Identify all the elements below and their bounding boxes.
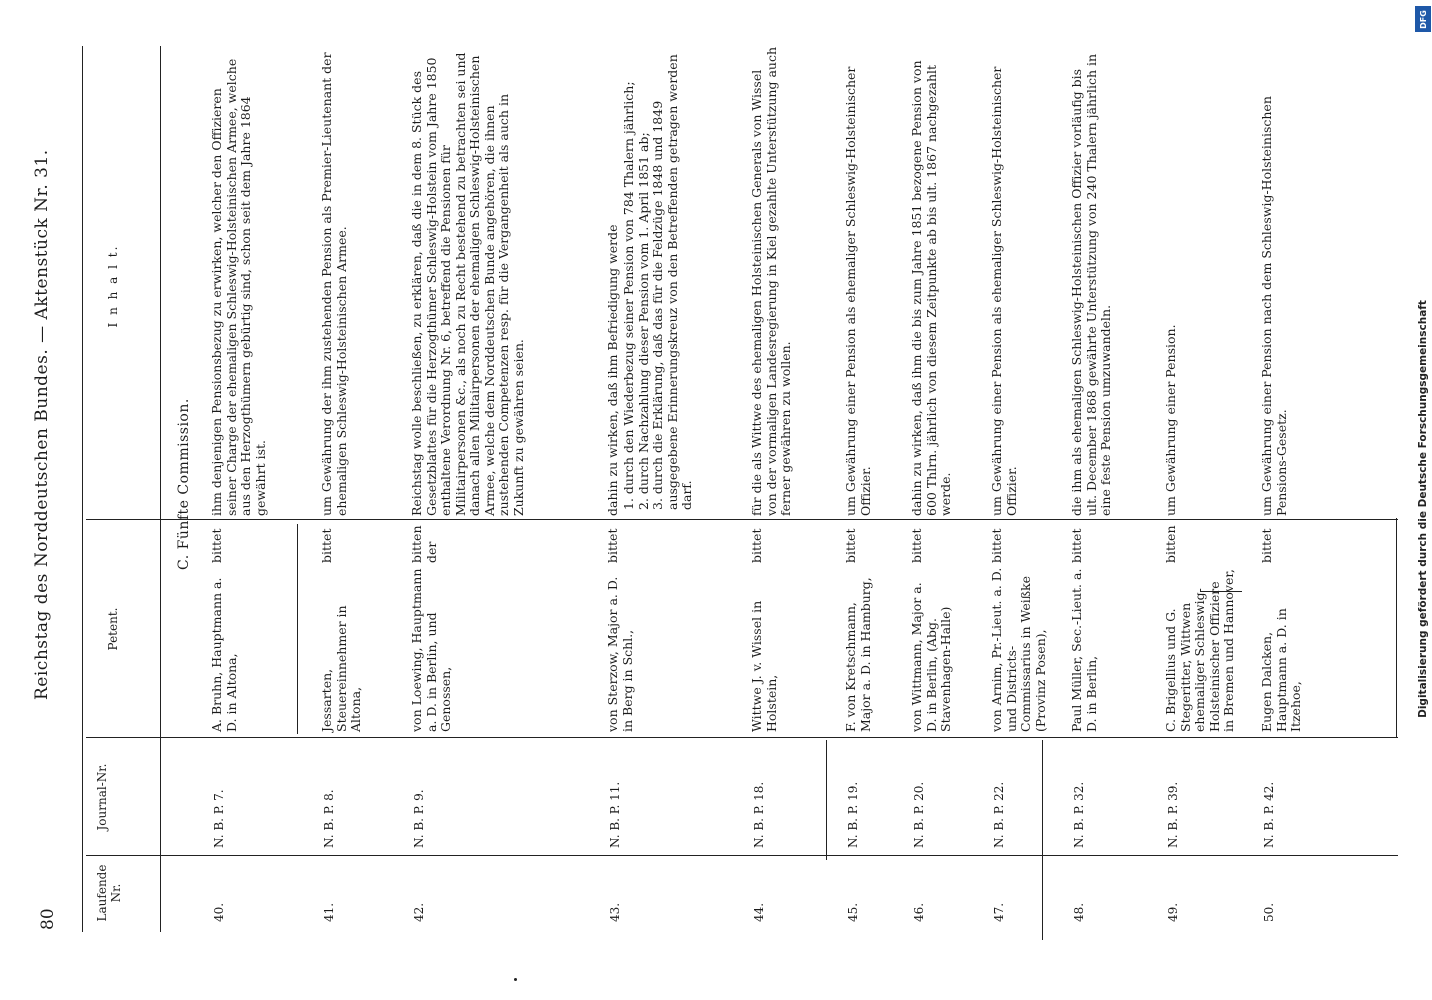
row-number: 40. bbox=[212, 902, 226, 922]
row-number: 42. bbox=[412, 902, 426, 922]
column-rule-1 bbox=[86, 855, 1398, 856]
request-verb: bittet bbox=[749, 528, 764, 563]
content-text: um Gewährung der ihm zustehenden Pension als Premier-Lieutenant der ehemaligen Schleswig-Holsteinischen Armee. bbox=[319, 52, 349, 516]
row-number: 49. bbox=[1166, 902, 1180, 922]
section-title: C. Fünfte Commission. bbox=[176, 398, 192, 570]
journal-number: N. B. P. 22. bbox=[992, 781, 1006, 848]
bracket-rule bbox=[1200, 591, 1242, 592]
row-number: 41. bbox=[322, 902, 336, 922]
dfg-logo: DFG bbox=[1415, 6, 1431, 32]
content-text: um Gewährung einer Pension als ehemaliger Schleswig-Holsteinischer Offizier. bbox=[843, 66, 873, 516]
column-rule-3 bbox=[86, 519, 1398, 520]
petitioner: F. von Kretschmann, Major a. D. in Hamburg, bbox=[843, 577, 873, 732]
petitioner: von Loewing, Hauptmann a. D. in Berlin, und Genossen, bbox=[409, 568, 453, 732]
content-text: ihm denjenigen Pensionsbezug zu erwirken, welcher den Offizieren seiner Charge der ehemaligen Schleswig-Holsteinischen Armee, welche aus den Herzogthümern gebürtig sind, schon seit dem Jahre 1864 gewährt ist. bbox=[209, 58, 268, 516]
journal-number: N. B. P. 18. bbox=[752, 781, 766, 848]
content-text: um Gewährung einer Pension nach dem Schleswig-Holsteinischen Pensions-Gesetz. bbox=[1259, 96, 1289, 516]
content-text: die ihm als ehemaligen Schleswig-Holsteinischen Offizier vorläufig bis ult. December 1868 gewährte Unterstützung von 240 Thalern jährlich in eine feste Pension umzuwandeln. bbox=[1069, 53, 1113, 516]
col-header-journal: Journal-Nr. bbox=[95, 763, 109, 831]
request-verb: bittet bbox=[319, 528, 334, 563]
journal-number: N. B. P. 39. bbox=[1166, 781, 1180, 848]
row-divider bbox=[826, 740, 827, 860]
row-number: 44. bbox=[752, 902, 766, 922]
journal-number: N. B. P. 11. bbox=[608, 781, 622, 848]
journal-number: N. B. P. 20. bbox=[912, 781, 926, 848]
request-verb: bittet bbox=[209, 528, 224, 563]
row-number: 47. bbox=[992, 902, 1006, 922]
digitization-credit-text: Digitalisierung gefördert durch die Deutsche Forschungsgemeinschaft bbox=[1417, 300, 1429, 718]
column-rule-2 bbox=[86, 737, 1398, 738]
petitioner: Jessarten, Steuereinnehmer in Altona, bbox=[319, 605, 363, 732]
content-text: dahin zu wirken, daß ihm die bis zum Jahre 1851 bezogene Pension von 600 Thlrn. jährlich von diesem Zeitpunkte ab bis ult. 1867 nachgezahlt werde. bbox=[909, 60, 953, 516]
petitioner: Paul Müller, Sec.-Lieut. a. D. in Berlin, bbox=[1069, 568, 1099, 732]
col-header-content: I n h a l t. bbox=[106, 244, 120, 328]
numbered-subitems bbox=[622, 46, 695, 510]
header-bottom-rule bbox=[160, 46, 161, 932]
petitioner: von Sterzow, Major a. D. in Berg in Schl., bbox=[605, 576, 635, 732]
row-divider bbox=[1042, 740, 1043, 940]
row-number: 43. bbox=[608, 902, 622, 922]
journal-number: N. B. P. 7. bbox=[212, 789, 226, 848]
table-bottom-rule bbox=[1396, 518, 1397, 738]
journal-number: N. B. P. 9. bbox=[412, 789, 426, 848]
content-text: dahin zu wirken, daß ihm Befriedigung werde bbox=[605, 224, 620, 516]
page-number: 80 bbox=[38, 908, 58, 930]
journal-number: N. B. P. 8. bbox=[322, 789, 336, 848]
request-verb: bitten bbox=[1163, 525, 1178, 563]
petitioner: Wittwe J. v. Wissel in Holstein, bbox=[749, 600, 779, 732]
content-text: Reichstag wolle beschließen, zu erklären, daß die in dem 8. Stück des Gesetzblattes für die Herzogthümer Schleswig-Holstein vom Jahre 1850 enthaltene Verordnung Nr. 6, betreffend die Pensionen für Militairpersonen &c., als noch zu Recht bestehend zu betrachten sei und danach allen Militairpersonen der ehemaligen Schleswig-Holsteinischen Armee, welche dem Norddeutschen Bunde angehören, die ihnen zustehenden Competenzen resp. für die Vergangenheit als auch in Zukunft zu gewähren seien. bbox=[409, 52, 526, 516]
petitioner: A. Bruhn, Hauptmann a. D. in Altona, bbox=[209, 577, 239, 732]
journal-number: N. B. P. 19. bbox=[846, 781, 860, 848]
subitem: 2. durch Nachzahlung dieser Pension vom 1. April 1851 ab; bbox=[635, 132, 651, 510]
petitioner: von Wittmann, Major a. D. in Berlin, (Abg. Stavenhagen-Halle) bbox=[909, 582, 953, 732]
content-text: um Gewährung einer Pension. bbox=[1163, 324, 1178, 516]
journal-number: N. B. P. 32. bbox=[1072, 781, 1086, 848]
row-number: 46. bbox=[912, 902, 926, 922]
journal-number: N. B. P. 42. bbox=[1262, 781, 1276, 848]
row-divider bbox=[297, 524, 298, 734]
request-verb: bittet bbox=[605, 528, 620, 563]
col-header-lfd: Laufende Nr. bbox=[95, 864, 123, 922]
col-header-petitioner: Petent. bbox=[106, 607, 120, 651]
content-text: um Gewährung einer Pension als ehemaliger Schleswig-Holsteinischer Offizier. bbox=[989, 66, 1019, 516]
request-verb: bittet bbox=[1069, 528, 1084, 563]
request-verb: bittet bbox=[843, 528, 858, 563]
petitioner: von Arnim, Pr.-Lieut. a. D. und Districts-Commissarius in Weißke (Provinz Posen), bbox=[989, 567, 1048, 732]
subitem: 1. durch den Wiederbezug seiner Pension von 784 Thalern jährlich; bbox=[621, 81, 636, 510]
petitioner: C. Brigellius und G. Stegeritter, Wittwen ehemaliger Schleswig-Holsteinischer Offiziere in Bremen und Hannover, bbox=[1163, 569, 1236, 732]
request-verb: bitten der bbox=[409, 525, 439, 563]
content-text: für die als Wittwe des ehemaligen Holsteinischen Generals von Wissel von der vormaligen Landesregierung in Kiel gezahlte Unterstützung auch ferner gewähren zu wollen. bbox=[749, 46, 793, 516]
digitization-credit bbox=[1414, 34, 1432, 984]
scan-speck bbox=[514, 978, 517, 981]
request-verb: bittet bbox=[989, 528, 1004, 563]
request-verb: bittet bbox=[909, 528, 924, 563]
row-number: 50. bbox=[1262, 902, 1276, 922]
petitioner: Eugen Dalcken, Hauptmann a. D. in Itzehoe, bbox=[1259, 608, 1303, 732]
request-verb: bittet bbox=[1259, 528, 1274, 563]
table-top-rule bbox=[82, 46, 83, 932]
row-number: 45. bbox=[846, 902, 860, 922]
subitem: 3. durch die Erklärung, daß das für die Feldzüge 1848 und 1849 ausgegebene Erinnerungskreuz von den Betreffenden getragen werden darf. bbox=[650, 54, 694, 510]
row-number: 48. bbox=[1072, 902, 1086, 922]
running-title: Reichstag des Norddeutschen Bundes. — Aktenstück Nr. 31. bbox=[32, 149, 52, 700]
